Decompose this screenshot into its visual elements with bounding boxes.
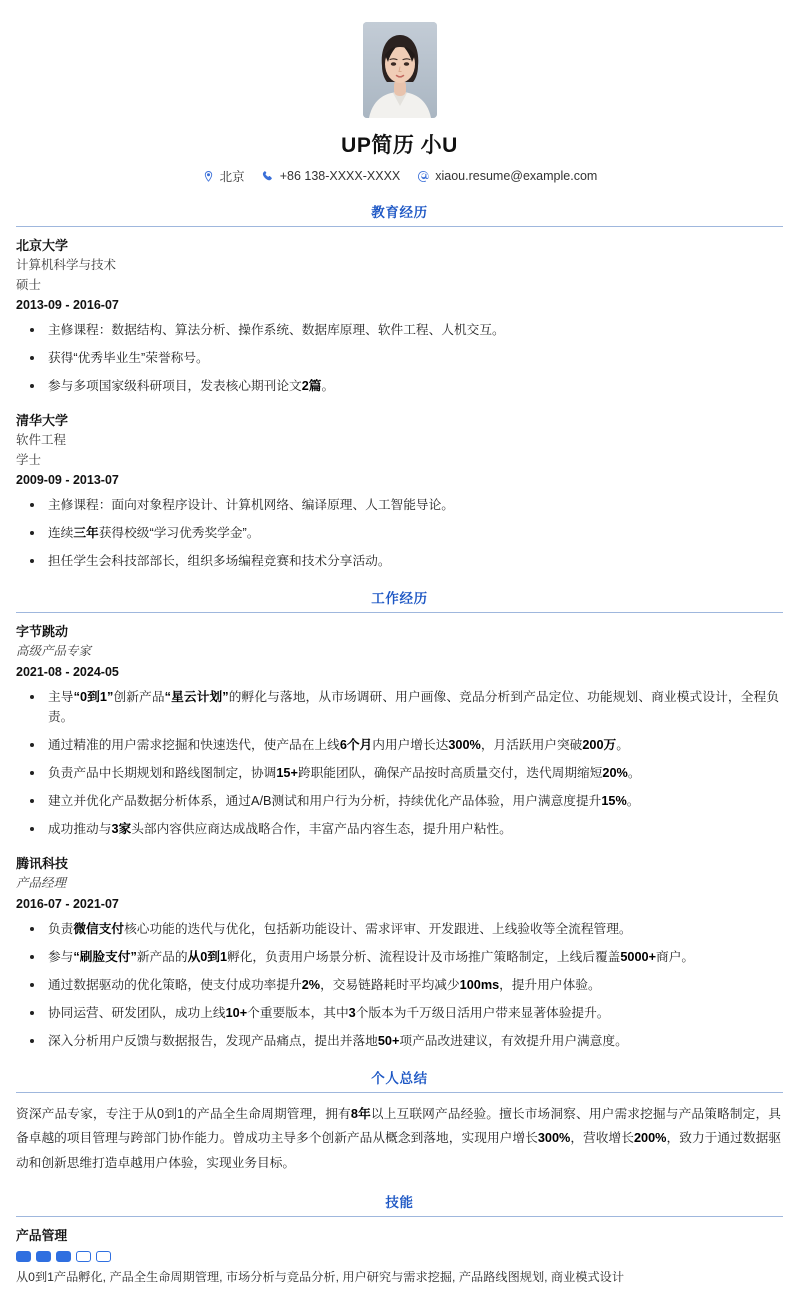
summary-text: 资深产品专家，专注于从0到1的产品全生命周期管理，拥有8年以上互联网产品经验。擅长市场洞察、用户需求挖掘与产品策略制定，具备卓越的项目管理与跨部门协作能力。曾成功主导多个创新产品从概念到落地，实现用户增长300%，营收增长200%，致力于通过数据驱动和创新思维打造卓越用户体验，实现业务目标。	[16, 1106, 782, 1170]
contact-location	[202, 167, 245, 185]
avatar-wrapper	[16, 22, 783, 118]
skill-pip-empty	[76, 1251, 91, 1262]
work-company: 字节跳动	[16, 624, 69, 640]
section-skills	[16, 1191, 783, 1288]
list-item: 通过精准的用户需求挖掘和快速迭代，使产品在上线6个月内用户增长达300%，月活跃用户突破200万。	[16, 735, 783, 755]
education-entry	[16, 411, 783, 571]
section-title-skills: 技能	[385, 1195, 414, 1210]
section-divider	[16, 1216, 783, 1217]
section-divider	[16, 226, 783, 227]
list-item: 连续三年获得校级“学习优秀奖学金”。	[16, 523, 783, 543]
location-pin-icon	[202, 170, 215, 183]
list-item: 担任学生会科技部部长，组织多场编程竞赛和技术分享活动。	[16, 551, 783, 571]
section-summary	[16, 1067, 783, 1175]
email-at-icon	[417, 170, 430, 183]
section-divider	[16, 1092, 783, 1093]
contact-phone	[262, 169, 401, 183]
list-item: 协同运营、研发团队，成功上线10+个重要版本，其中3个版本为千万级日活用户带来显著体验提升。	[16, 1003, 783, 1023]
skill-item	[16, 1226, 783, 1288]
avatar	[363, 22, 437, 118]
list-item: 获得“优秀毕业生”荣誉称号。	[16, 348, 783, 368]
list-item: 成功推动与3家头部内容供应商达成战略合作，丰富产品内容生态，提升用户粘性。	[16, 819, 783, 839]
work-company: 腾讯科技	[16, 856, 69, 872]
list-item: 建立并优化产品数据分析体系，通过A/B测试和用户行为分析，持续优化产品体验，用户满意度提升15%。	[16, 791, 783, 811]
skill-pip-filled	[36, 1251, 51, 1262]
list-item: 负责微信支付核心功能的迭代与优化，包括新功能设计、需求评审、开发跟进、上线验收等全流程管理。	[16, 919, 783, 939]
education-major: 软件工程	[16, 433, 67, 448]
skill-name: 产品管理	[16, 1228, 68, 1243]
phone-icon	[262, 170, 275, 183]
section-divider	[16, 612, 783, 613]
skill-pip-empty	[96, 1251, 111, 1262]
list-item: 主修课程：面向对象程序设计、计算机网络、编译原理、人工智能导论。	[16, 495, 783, 515]
contact-email-text: xiaou.resume@example.com	[435, 169, 598, 183]
contact-list	[16, 167, 783, 185]
section-title-summary: 个人总结	[371, 1070, 428, 1086]
work-position: 产品经理	[16, 876, 67, 891]
list-item: 主修课程：数据结构、算法分析、操作系统、数据库原理、软件工程、人机交互。	[16, 320, 783, 340]
list-item: 参与“刷脸支付”新产品的从0到1孵化，负责用户场景分析、流程设计及市场推广策略制定，上线后覆盖5000+商户。	[16, 947, 783, 967]
work-date: 2016-07 - 2021-07	[16, 896, 119, 911]
skill-level-meter	[16, 1251, 783, 1262]
section-title-work: 工作经历	[371, 591, 428, 607]
education-bullets	[16, 320, 783, 396]
education-date: 2013-09 - 2016-07	[16, 297, 119, 312]
skill-description: 从0到1产品孵化, 产品全生命周期管理, 市场分析与竞品分析, 用户研究与需求挖掘, 产品路线图规划, 商业模式设计	[16, 1270, 625, 1285]
education-major: 计算机科学与技术	[16, 258, 117, 273]
list-item: 参与多项国家级科研项目，发表核心期刊论文2篇。	[16, 376, 783, 396]
avatar-photo-illustration	[363, 22, 437, 118]
education-entry	[16, 236, 783, 396]
skill-pip-filled	[56, 1251, 71, 1262]
education-date: 2009-09 - 2013-07	[16, 472, 119, 487]
work-bullets	[16, 687, 783, 839]
work-position: 高级产品专家	[16, 644, 92, 659]
work-entry	[16, 854, 783, 1051]
list-item: 通过数据驱动的优化策略，使支付成功率提升2%，交易链路耗时平均减少100ms，提升用户体验。	[16, 975, 783, 995]
list-item: 深入分析用户反馈与数据报告，发现产品痛点，提出并落地50+项产品改进建议，有效提升用户满意度。	[16, 1031, 783, 1051]
page-title: UP简历 小U	[341, 134, 458, 157]
work-date: 2021-08 - 2024-05	[16, 664, 119, 679]
resume-header	[16, 18, 783, 185]
education-school: 清华大学	[16, 413, 69, 429]
contact-location-text: 北京	[219, 170, 245, 184]
skill-pip-filled	[16, 1251, 31, 1262]
section-education	[16, 201, 783, 571]
list-item: 主导“0到1”创新产品“星云计划”的孵化与落地，从市场调研、用户画像、竞品分析到产品定位、功能规划、商业模式设计，全程负责。	[16, 687, 783, 727]
education-bullets	[16, 495, 783, 571]
work-entry	[16, 622, 783, 839]
contact-phone-text: +86 138-XXXX-XXXX	[279, 169, 401, 183]
section-title-education: 教育经历	[371, 205, 428, 220]
education-degree: 学士	[16, 452, 42, 467]
list-item: 负责产品中长期规划和路线图制定，协调15+跨职能团队，确保产品按时高质量交付，迭代周期缩短20%。	[16, 763, 783, 783]
education-degree: 硕士	[16, 277, 42, 292]
section-work-experience	[16, 587, 783, 1051]
contact-email	[417, 169, 597, 183]
education-school: 北京大学	[16, 238, 69, 253]
work-bullets	[16, 919, 783, 1051]
